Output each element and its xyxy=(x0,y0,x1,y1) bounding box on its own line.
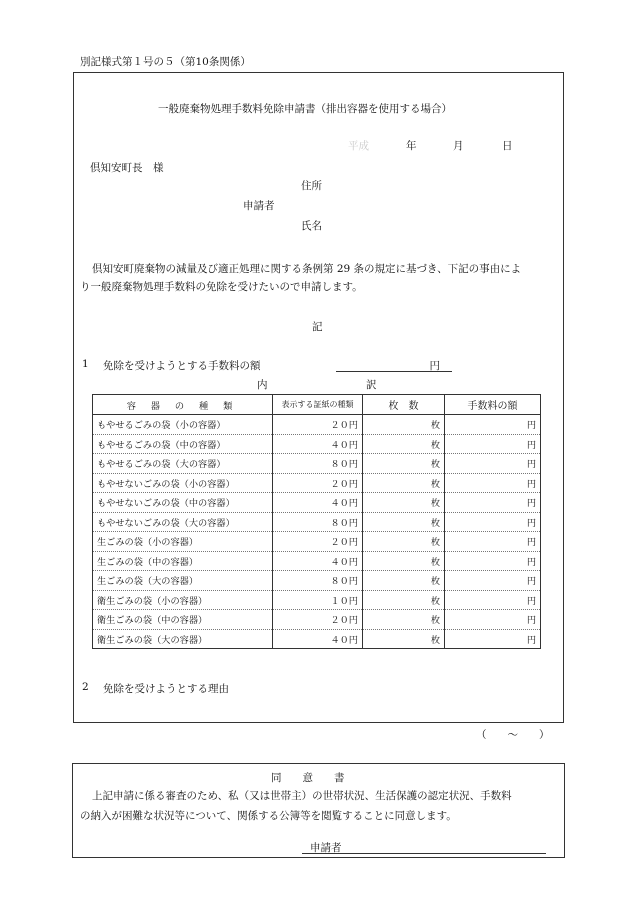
table-row xyxy=(93,434,541,454)
form-number: 別記様式第１号の５（第10条関係） xyxy=(80,56,251,68)
item1-label: 免除を受けようとする手数料の額 xyxy=(103,360,261,372)
table-row xyxy=(93,454,541,474)
container-type-cell: 生ごみの袋（中の容器） xyxy=(93,551,273,571)
consent-title: 同 意 書 xyxy=(271,772,345,784)
fee-amount-cell[interactable]: 円 xyxy=(445,434,541,454)
count-cell[interactable]: 枚 xyxy=(363,571,445,591)
table-row xyxy=(93,610,541,630)
fee-amount-cell[interactable]: 円 xyxy=(445,493,541,513)
count-cell[interactable]: 枚 xyxy=(363,551,445,571)
breakdown-left: 内 xyxy=(257,379,268,391)
item1-amount-field[interactable] xyxy=(336,358,452,372)
body-text-line2: り一般廃棄物処理手数料の免除を受けたいので申請します。 xyxy=(80,281,363,293)
fee-amount-cell[interactable]: 円 xyxy=(445,629,541,649)
breakdown-right: 訳 xyxy=(366,379,377,391)
date-year-label[interactable]: 年 xyxy=(406,140,417,152)
stamp-value-cell: ８０円 xyxy=(273,571,363,591)
stamp-value-cell: ４０円 xyxy=(273,434,363,454)
fee-amount-cell[interactable]: 円 xyxy=(445,551,541,571)
fee-amount-cell[interactable]: 円 xyxy=(445,473,541,493)
table-row xyxy=(93,415,541,435)
fee-amount-cell[interactable]: 円 xyxy=(445,610,541,630)
stamp-value-cell: ２０円 xyxy=(273,473,363,493)
consent-signer-field[interactable] xyxy=(302,840,546,854)
stamp-value-cell: ４０円 xyxy=(273,493,363,513)
fee-amount-cell[interactable]: 円 xyxy=(445,590,541,610)
body-text-line1: 倶知安町廃棄物の減量及び適正処理に関する条例第 29 条の規定に基づき、下記の事由によ xyxy=(92,263,522,275)
container-type-cell: 衛生ごみの袋（中の容器） xyxy=(93,610,273,630)
consent-signer-label: 申請者 xyxy=(310,842,342,854)
date-day-label[interactable]: 日 xyxy=(502,140,513,152)
container-type-cell: もやせるごみの袋（大の容器） xyxy=(93,454,273,474)
count-cell[interactable]: 枚 xyxy=(363,434,445,454)
header-count: 枚 数 xyxy=(363,395,445,415)
container-type-cell: 生ごみの袋（小の容器） xyxy=(93,532,273,552)
container-type-cell: 衛生ごみの袋（小の容器） xyxy=(93,590,273,610)
header-stamp-type: 表示する証紙の種類 xyxy=(273,395,363,415)
stamp-value-cell: ２０円 xyxy=(273,532,363,552)
container-type-cell: もやせないごみの袋（中の容器） xyxy=(93,493,273,513)
stamp-value-cell: ２０円 xyxy=(273,415,363,435)
item1-yen: 円 xyxy=(429,360,440,372)
count-cell[interactable]: 枚 xyxy=(363,415,445,435)
table-row xyxy=(93,571,541,591)
count-cell[interactable]: 枚 xyxy=(363,473,445,493)
period-note: （ ～ ） xyxy=(476,729,550,741)
item1-number: 1 xyxy=(82,358,89,370)
count-cell[interactable]: 枚 xyxy=(363,590,445,610)
header-container-type: 容 器 の 種 類 xyxy=(93,395,273,415)
table-row xyxy=(93,473,541,493)
table-row xyxy=(93,532,541,552)
consent-text-line2: の納入が困難な状況等について、関係する公簿等を閲覧することに同意します。 xyxy=(80,810,457,822)
ki-heading: 記 xyxy=(312,321,323,333)
item2-number: 2 xyxy=(82,681,89,693)
fee-table-header xyxy=(93,395,541,415)
table-row xyxy=(93,629,541,649)
header-fee: 手数料の額 xyxy=(445,395,541,415)
count-cell[interactable]: 枚 xyxy=(363,610,445,630)
container-type-cell: 生ごみの袋（大の容器） xyxy=(93,571,273,591)
stamp-value-cell: ８０円 xyxy=(273,512,363,532)
fee-table xyxy=(92,394,541,649)
count-cell[interactable]: 枚 xyxy=(363,493,445,513)
stamp-value-cell: ４０円 xyxy=(273,629,363,649)
fee-amount-cell[interactable]: 円 xyxy=(445,454,541,474)
date-era[interactable]: 平成 xyxy=(348,140,369,152)
stamp-value-cell: ４０円 xyxy=(273,551,363,571)
table-row xyxy=(93,493,541,513)
fee-amount-cell[interactable]: 円 xyxy=(445,532,541,552)
stamp-value-cell: ８０円 xyxy=(273,454,363,474)
name-label: 氏名 xyxy=(301,220,322,232)
applicant-label: 申請者 xyxy=(243,200,275,212)
count-cell[interactable]: 枚 xyxy=(363,532,445,552)
addressee: 倶知安町長 様 xyxy=(90,162,164,174)
count-cell[interactable]: 枚 xyxy=(363,454,445,474)
container-type-cell: もやせるごみの袋（小の容器） xyxy=(93,415,273,435)
container-type-cell: もやせないごみの袋（大の容器） xyxy=(93,512,273,532)
count-cell[interactable]: 枚 xyxy=(363,629,445,649)
item2-label: 免除を受けようとする理由 xyxy=(103,683,229,695)
table-row xyxy=(93,512,541,532)
table-row xyxy=(93,590,541,610)
stamp-value-cell: １０円 xyxy=(273,590,363,610)
container-type-cell: もやせないごみの袋（小の容器） xyxy=(93,473,273,493)
container-type-cell: 衛生ごみの袋（大の容器） xyxy=(93,629,273,649)
count-cell[interactable]: 枚 xyxy=(363,512,445,532)
form-title: 一般廃棄物処理手数料免除申請書（排出容器を使用する場合） xyxy=(158,103,452,115)
stamp-value-cell: ２０円 xyxy=(273,610,363,630)
date-month-label[interactable]: 月 xyxy=(453,140,464,152)
consent-text-line1: 上記申請に係る審査のため、私（又は世帯主）の世帯状況、生活保護の認定状況、手数料 xyxy=(92,790,512,802)
fee-amount-cell[interactable]: 円 xyxy=(445,512,541,532)
table-row xyxy=(93,551,541,571)
container-type-cell: もやせるごみの袋（中の容器） xyxy=(93,434,273,454)
fee-amount-cell[interactable]: 円 xyxy=(445,415,541,435)
fee-amount-cell[interactable]: 円 xyxy=(445,571,541,591)
address-label: 住所 xyxy=(301,180,322,192)
